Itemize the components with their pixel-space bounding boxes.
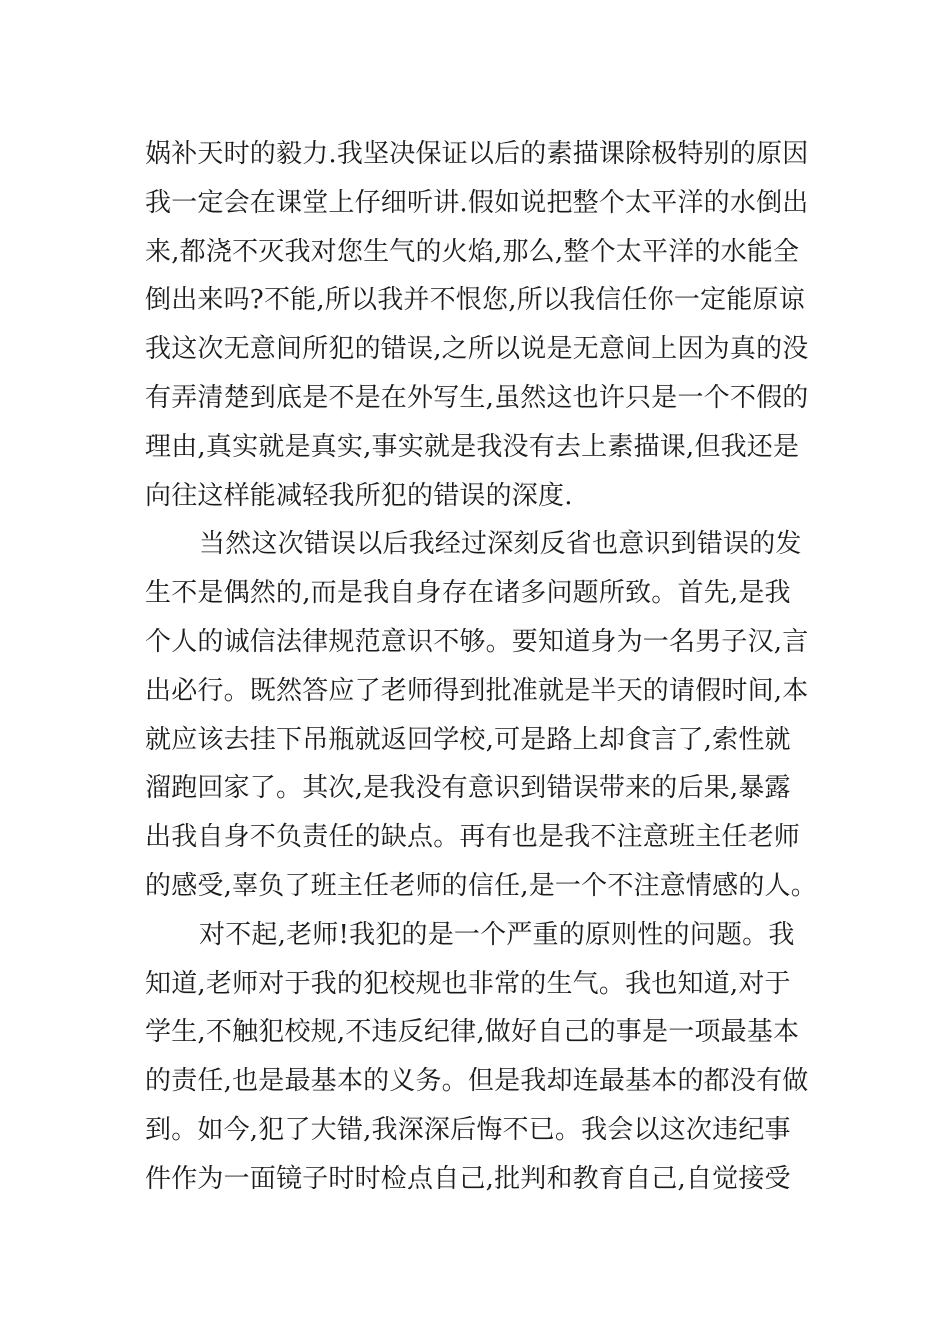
text-line: 娲补天时的毅力.我坚决保证以后的素描课除极特别的原因 [145,139,809,169]
text-line: 出我自身不负责任的缺点。再有也是我不注意班主任老师 [145,822,801,853]
text-line: 我这次无意间所犯的错误,之所以说是无意间上因为真的没 [145,334,809,365]
text-line: 我一定会在课堂上仔细听讲.假如说把整个太平洋的水倒出 [145,187,809,218]
text-line: 出必行。既然答应了老师得到批准就是半天的请假时间,本 [145,675,809,706]
text-line: 个人的诚信法律规范意识不够。要知道身为一名男子汉,言 [145,626,809,657]
text-line: 到。如今,犯了大错,我深深后悔不已。我会以这次违纪事 [145,1114,791,1145]
text-line: 来,都浇不灭我对您生气的火焰,那么,整个太平洋的水能全 [145,236,800,267]
text-line: 溜跑回家了。其次,是我没有意识到错误带来的后果,暴露 [145,773,791,804]
text-line: 的责任,也是最基本的义务。但是我却连最基本的都没有做 [145,1066,809,1097]
paragraph-first-line: 当然这次错误以后我经过深刻反省也意识到错误的发 [199,529,802,560]
paragraph-first-line: 对不起,老师!我犯的是一个严重的原则性的问题。我 [199,919,795,950]
text-line: 的感受,辜负了班主任老师的信任,是一个不注意情感的人。 [145,870,817,901]
text-line: 知道,老师对于我的犯校规也非常的生气。我也知道,对于 [145,968,791,999]
text-line: 理由,真实就是真实,事实就是我没有去上素描课,但我还是 [145,431,800,462]
document-body [145,130,817,1204]
text-line: 有弄清楚到底是不是在外写生,虽然这也许只是一个不假的 [145,382,809,413]
text-line: 件作为一面镜子时时检点自己,批判和教育自己,自觉接受 [145,1163,791,1194]
text-line: 生不是偶然的,而是我自身存在诸多问题所致。首先,是我 [145,578,791,609]
text-line: 倒出来吗?不能,所以我并不恨您,所以我信任你一定能原谅 [145,285,805,316]
text-line: 就应该去挂下吊瓶就返回学校,可是路上却食言了,索性就 [145,724,791,755]
text-line: 学生,不触犯校规,不违反纪律,做好自己的事是一项最基本 [145,1017,800,1048]
text-line: 向往这样能减轻我所犯的错误的深度. [145,480,573,511]
